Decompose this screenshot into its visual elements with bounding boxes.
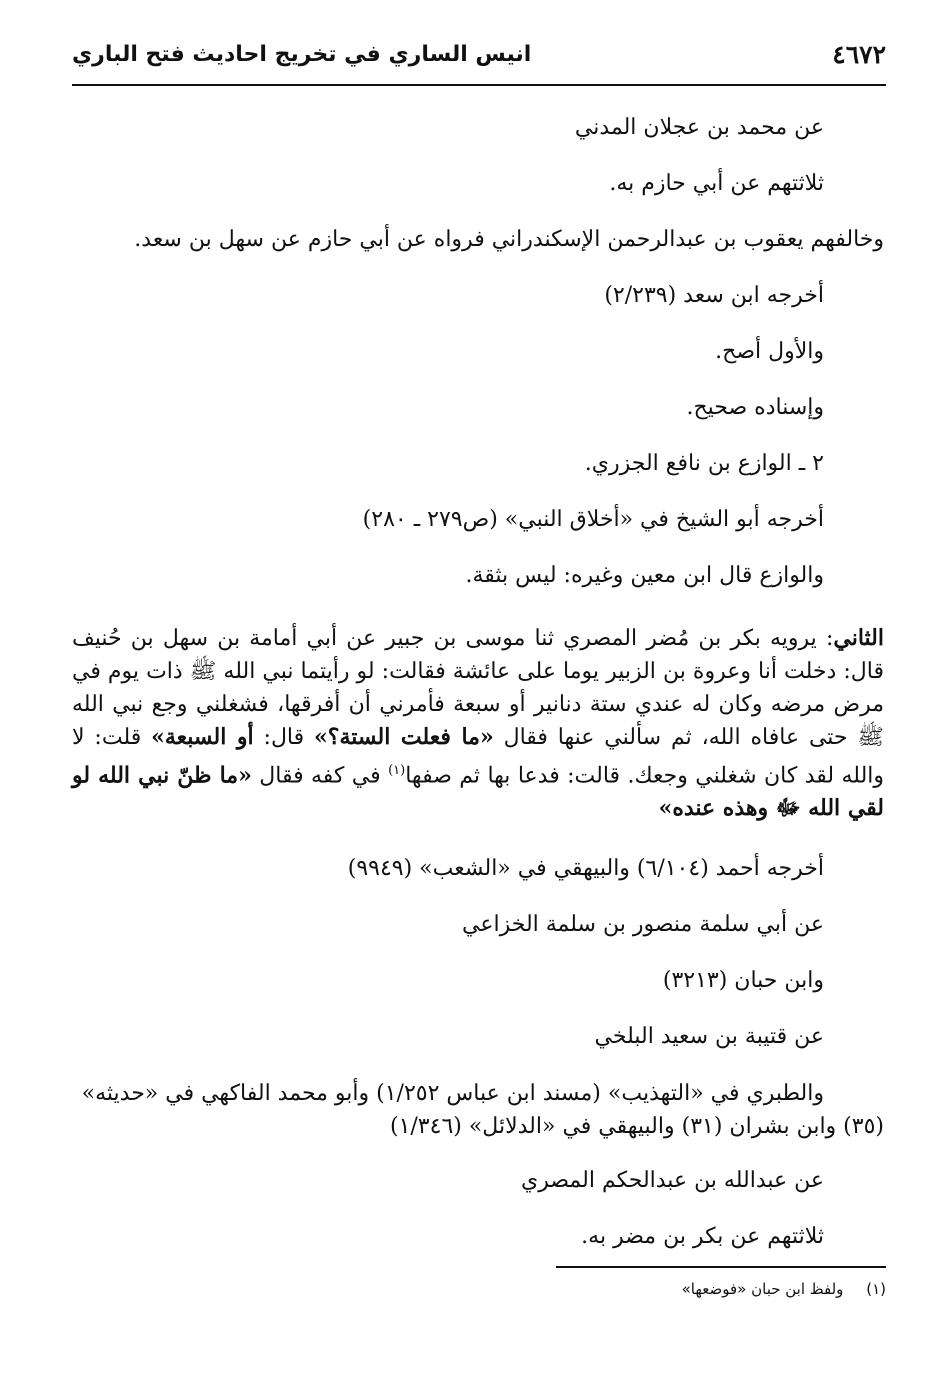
- paragraph-text: قلت: لا والله لقد كان شغلني وجعك. قالت: فدعا بها ثم صفها: [72, 725, 885, 789]
- text-line: عن عبدالله بن عبدالحكم المصري: [520, 1168, 824, 1194]
- text-line: وإسناده صحيح.: [686, 395, 824, 420]
- text-line-part: والطبري في «التهذيب» (مسند ابن عباس ١/٢٥٢) وأبو محمد الفاكهي في «حديثه»: [81, 1081, 824, 1107]
- page-number: ٤٦٧٢: [832, 40, 886, 69]
- text-line: عن قتيبة بن سعيد البلخي: [594, 1024, 824, 1050]
- text-line: [72, 1077, 884, 1143]
- text-line: أخرجه أحمد (٦/١٠٤) والبيهقي في «الشعب» (٩٩٤٩): [347, 856, 824, 882]
- quoted-text: «ما ظنّ نبي الله لو لقي الله ﷻ وهذه عنده»: [72, 762, 884, 822]
- text-line: والأول أصح.: [715, 339, 824, 364]
- footnote-text: ولفظ ابن حبان «فوضعها»: [681, 1280, 844, 1298]
- book-title: انيس الساري في تخريج احاديث فتح الباري: [72, 42, 532, 67]
- paragraph-label: الثاني: [833, 625, 884, 651]
- text-line: ٢ ـ الوازع بن نافع الجزري.: [584, 451, 824, 476]
- text-line: ثلاثتهم عن أبي حازم به.: [609, 171, 824, 196]
- footnote-divider: [556, 1266, 886, 1268]
- body-text: [72, 100, 884, 1265]
- text-line: عن محمد بن عجلان المدني: [574, 115, 824, 140]
- quoted-text: «ما فعلت الستة؟»: [314, 724, 494, 750]
- text-line: ثلاثتهم عن بكر بن مضر به.: [581, 1224, 824, 1250]
- footnote-number: (١): [866, 1280, 886, 1298]
- text-line: أخرجه أبو الشيخ في «أخلاق النبي» (ص٢٧٩ ـ ٢٨٠): [362, 507, 824, 532]
- footnote: [286, 1280, 886, 1298]
- paragraph-text: : يرويه بكر بن مُضر المصري ثنا موسى بن جبير عن أبي أمامة بن سهل بن حُنيف قال: دخلت أنا وعروة بن الزبير يوما على عائشة فقالت: لو رأيتما نبي الله ﷺ ذات يوم في مرض مرضه وكان له عندي ستة دنانير أو سبعة فأمرني أن أفرقها، فشغلني وجع نبي الله ﷺ حتى عافاه الله، ثم سألني عنها فقال: [72, 626, 884, 750]
- hadith-paragraph: [72, 622, 884, 825]
- paragraph-text: قال:: [253, 725, 315, 750]
- footnote-reference: (١): [388, 763, 406, 778]
- text-line: وابن حبان (٣٢١٣): [662, 968, 824, 994]
- quoted-text: أو السبعة»: [151, 724, 254, 750]
- text-line-part: (٣٥) وابن بشران (٣١) والبيهقي في «الدلائل» (١/٣٤٦): [389, 1114, 884, 1140]
- text-line: والوازع قال ابن معين وغيره: ليس بثقة.: [465, 563, 824, 588]
- paragraph-text: في كفه فقال: [251, 763, 389, 789]
- text-line: أخرجه ابن سعد (٢/٢٣٩): [604, 283, 824, 308]
- text-line: وخالفهم يعقوب بن عبدالرحمن الإسكندراني فرواه عن أبي حازم عن سهل بن سعد.: [134, 227, 884, 252]
- page-header: [72, 36, 886, 86]
- text-line: عن أبي سلمة منصور بن سلمة الخزاعي: [462, 912, 824, 938]
